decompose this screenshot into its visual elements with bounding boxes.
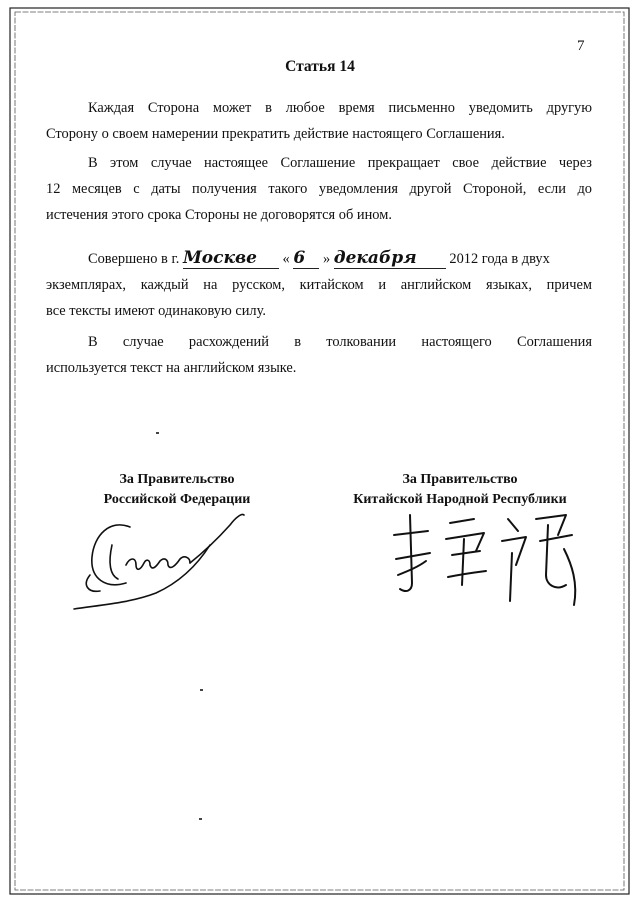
signatory-line: За Правительство — [119, 472, 235, 487]
page-number: 7 — [577, 38, 585, 54]
scan-speck — [200, 689, 203, 691]
signature-russia — [60, 505, 260, 615]
handwritten-city: Москве — [183, 248, 279, 269]
paragraph-line: истечения этого срока Стороны не договорятся об ином. — [46, 207, 392, 223]
paragraph-termination-notice — [46, 95, 592, 147]
article-heading: Статья 14 — [285, 58, 355, 75]
paragraph-line: Сторону о своем намерении прекратить действие настоящего Соглашения. — [46, 126, 505, 142]
quote-open: « — [282, 251, 290, 267]
paragraph-line: Каждая Сторона может в любое время письменно уведомить другую — [88, 100, 592, 116]
signatory-china — [330, 470, 590, 510]
paragraph-line: экземплярах, каждый на русском, китайском и английском языках, причем — [46, 277, 592, 293]
paragraph-discrepancy — [46, 329, 592, 381]
paragraph-done-at — [46, 246, 592, 324]
signatory-line: За Правительство — [402, 472, 518, 487]
signature-china — [390, 505, 590, 615]
signatory-line: Российской Федерации — [103, 492, 251, 507]
scan-speck — [199, 818, 202, 820]
done-at-suffix: 2012 года в двух — [449, 251, 550, 267]
quote-close: » — [322, 251, 331, 267]
scan-speck — [156, 432, 159, 434]
paragraph-line: все тексты имеют одинаковую силу. — [46, 303, 266, 319]
signatory-line: Китайской Народной Республики — [353, 492, 567, 507]
paragraph-line: 12 месяцев с даты получения такого уведомления другой Стороной, если до — [46, 181, 592, 197]
paragraph-termination-period — [46, 150, 592, 228]
done-at-line — [46, 246, 592, 272]
handwritten-month: декабря — [334, 248, 446, 269]
done-at-prefix: Совершено в г. — [88, 251, 180, 267]
signatory-russia — [82, 470, 272, 510]
handwritten-day: 6 — [293, 248, 319, 269]
paragraph-line: В случае расхождений в толковании настоящего Соглашения — [88, 334, 592, 350]
paragraph-line: В этом случае настоящее Соглашение прекращает свое действие через — [88, 155, 592, 171]
paragraph-line: используется текст на английском языке. — [46, 360, 297, 376]
